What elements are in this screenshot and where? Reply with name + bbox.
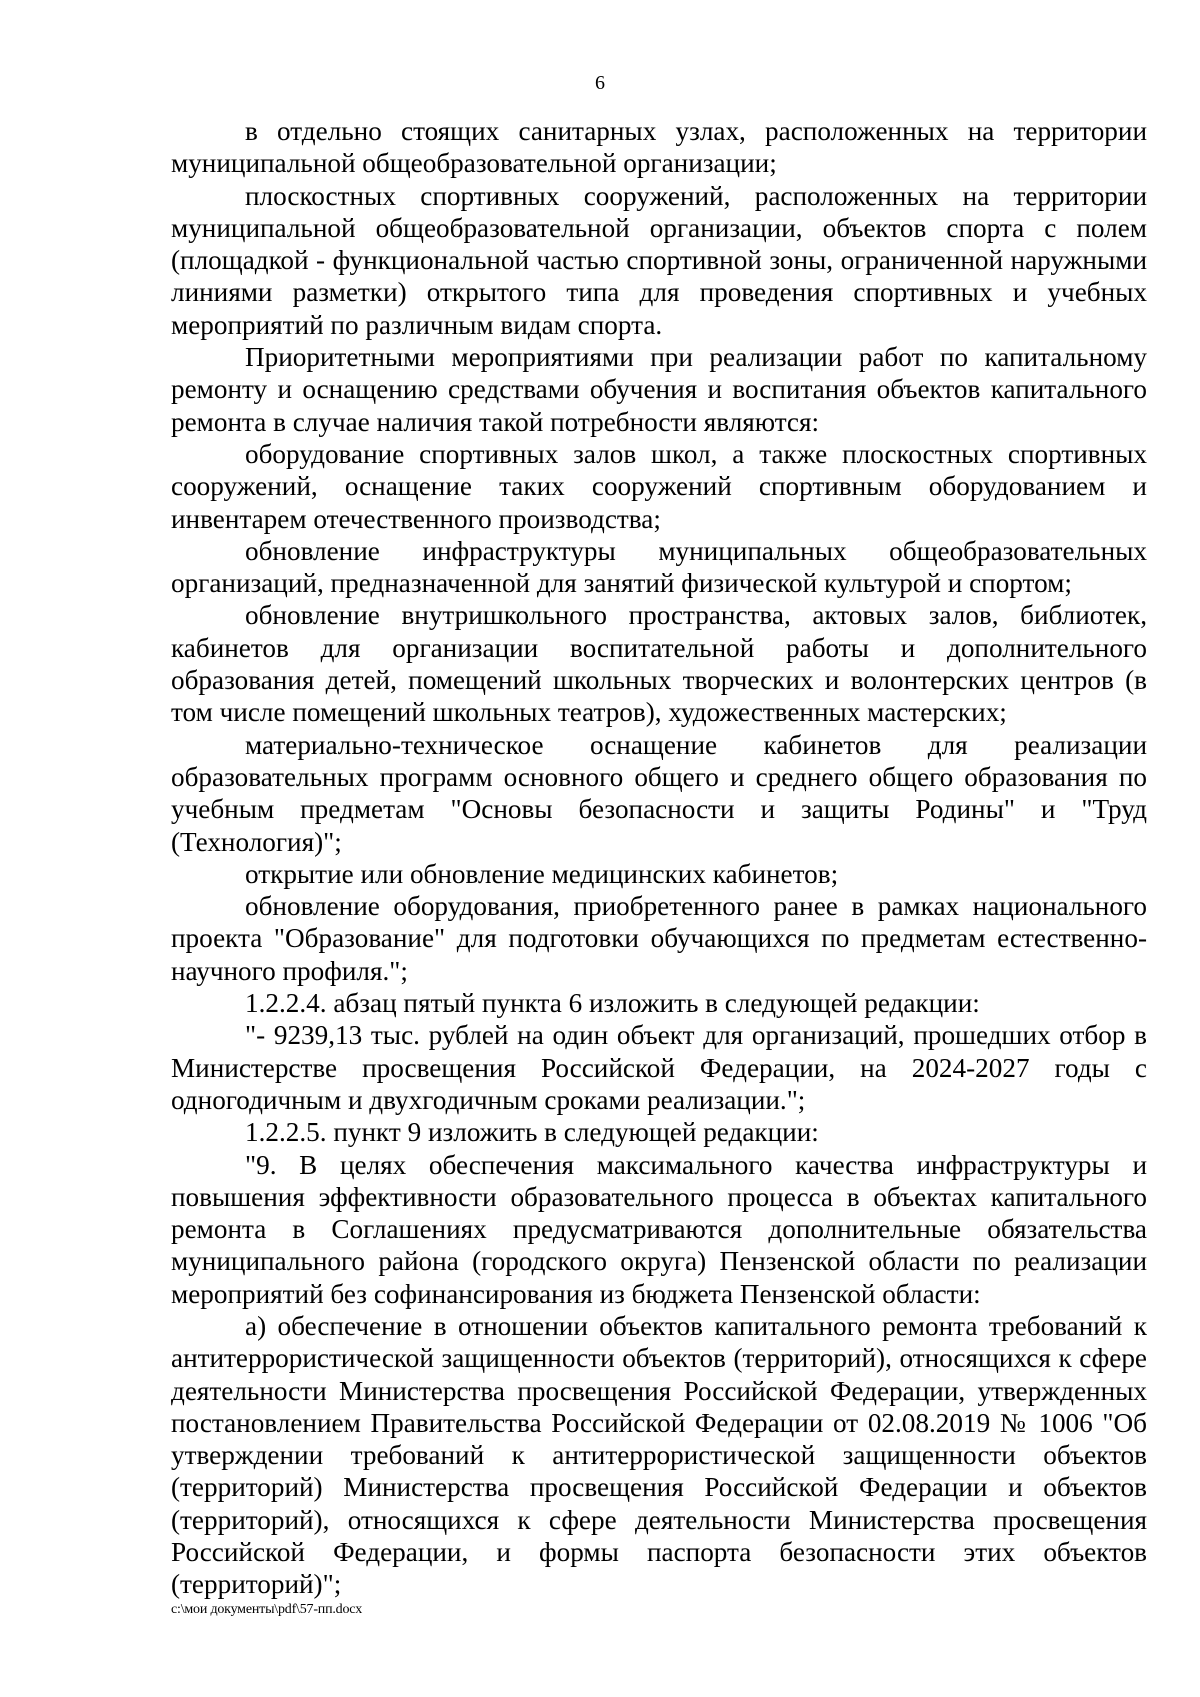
paragraph: Приоритетными мероприятиями при реализации работ по капитальному ремонту и оснащению средствами обучения и воспитания объектов капитального ремонта в случае наличия такой потребности являются: xyxy=(171,342,1147,437)
paragraph: плоскостных спортивных сооружений, расположенных на территории муниципальной общеобразовательной организации, объектов спорта с полем (площадкой - функциональной частью спортивной зоны, ограниченной наружными линиями разметки) открытого типа для проведения спортивных и учебных мероприятий по различным видам спорта. xyxy=(171,180,1147,340)
paragraph: обновление оборудования, приобретенного ранее в рамках национального проекта "Образование" для подготовки обучающихся по предметам естественно-научного профиля."; xyxy=(171,891,1147,986)
paragraph: а) обеспечение в отношении объектов капитального ремонта требований к антитеррористической защищенности объектов (территорий), относящихся к сфере деятельности Министерства просвещения Российской Федерации, утвержденных постановлением Правительства Российской Федерации от 02.08.2019 № 1006 "Об утверждении требований к антитеррористической защищенности объектов (территорий) Министерства просвещения Российской Федерации и объектов (территорий), относящихся к сфере деятельности Министерства просвещения Российской Федерации, и формы паспорта безопасности этих объектов (территорий)"; xyxy=(171,1310,1147,1600)
paragraph: 1.2.2.4. абзац пятый пункта 6 изложить в следующей редакции: xyxy=(245,988,980,1019)
paragraph: открытие или обновление медицинских кабинетов; xyxy=(245,858,839,889)
footer-file-path: c:\мои документы\pdf\57-пп.docx xyxy=(171,1602,363,1617)
document-body xyxy=(171,115,1147,1601)
paragraph: в отдельно стоящих санитарных узлах, расположенных на территории муниципальной общеобразовательной организации; xyxy=(171,116,1147,179)
paragraph: материально-техническое оснащение кабинетов для реализации образовательных программ основного общего и среднего общего образования по учебным предметам "Основы безопасности и защиты Родины" и "Труд (Технология)"; xyxy=(171,729,1147,857)
paragraph: обновление инфраструктуры муниципальных общеобразовательных организаций, предназначенной для занятий физической культурой и спортом; xyxy=(171,535,1147,599)
paragraph: обновление внутришкольного пространства, актовых залов, библиотек, кабинетов для организации воспитательной работы и дополнительного образования детей, помещений школьных творческих и волонтерских центров (в том числе помещений школьных театров), художественных мастерских; xyxy=(171,600,1147,728)
paragraph: "- 9239,13 тыс. рублей на один объект для организаций, прошедших отбор в Министерстве просвещения Российской Федерации, на 2024-2027 годы с одногодичным и двухгодичным сроками реализации."; xyxy=(171,1020,1147,1115)
paragraph: оборудование спортивных залов школ, а также плоскостных спортивных сооружений, оснащение таких сооружений спортивным оборудованием и инвентарем отечественного производства; xyxy=(171,438,1147,534)
page-number: 6 xyxy=(595,72,605,94)
paragraph: 1.2.2.5. пункт 9 изложить в следующей редакции: xyxy=(245,1117,819,1148)
paragraph: "9. В целях обеспечения максимального качества инфраструктуры и повышения эффективности образовательного процесса в объектах капитального ремонта в Соглашениях предусматриваются дополнительные обязательства муниципального района (городского округа) Пензенской области по реализации мероприятий без софинансирования из бюджета Пензенской области: xyxy=(171,1149,1147,1309)
